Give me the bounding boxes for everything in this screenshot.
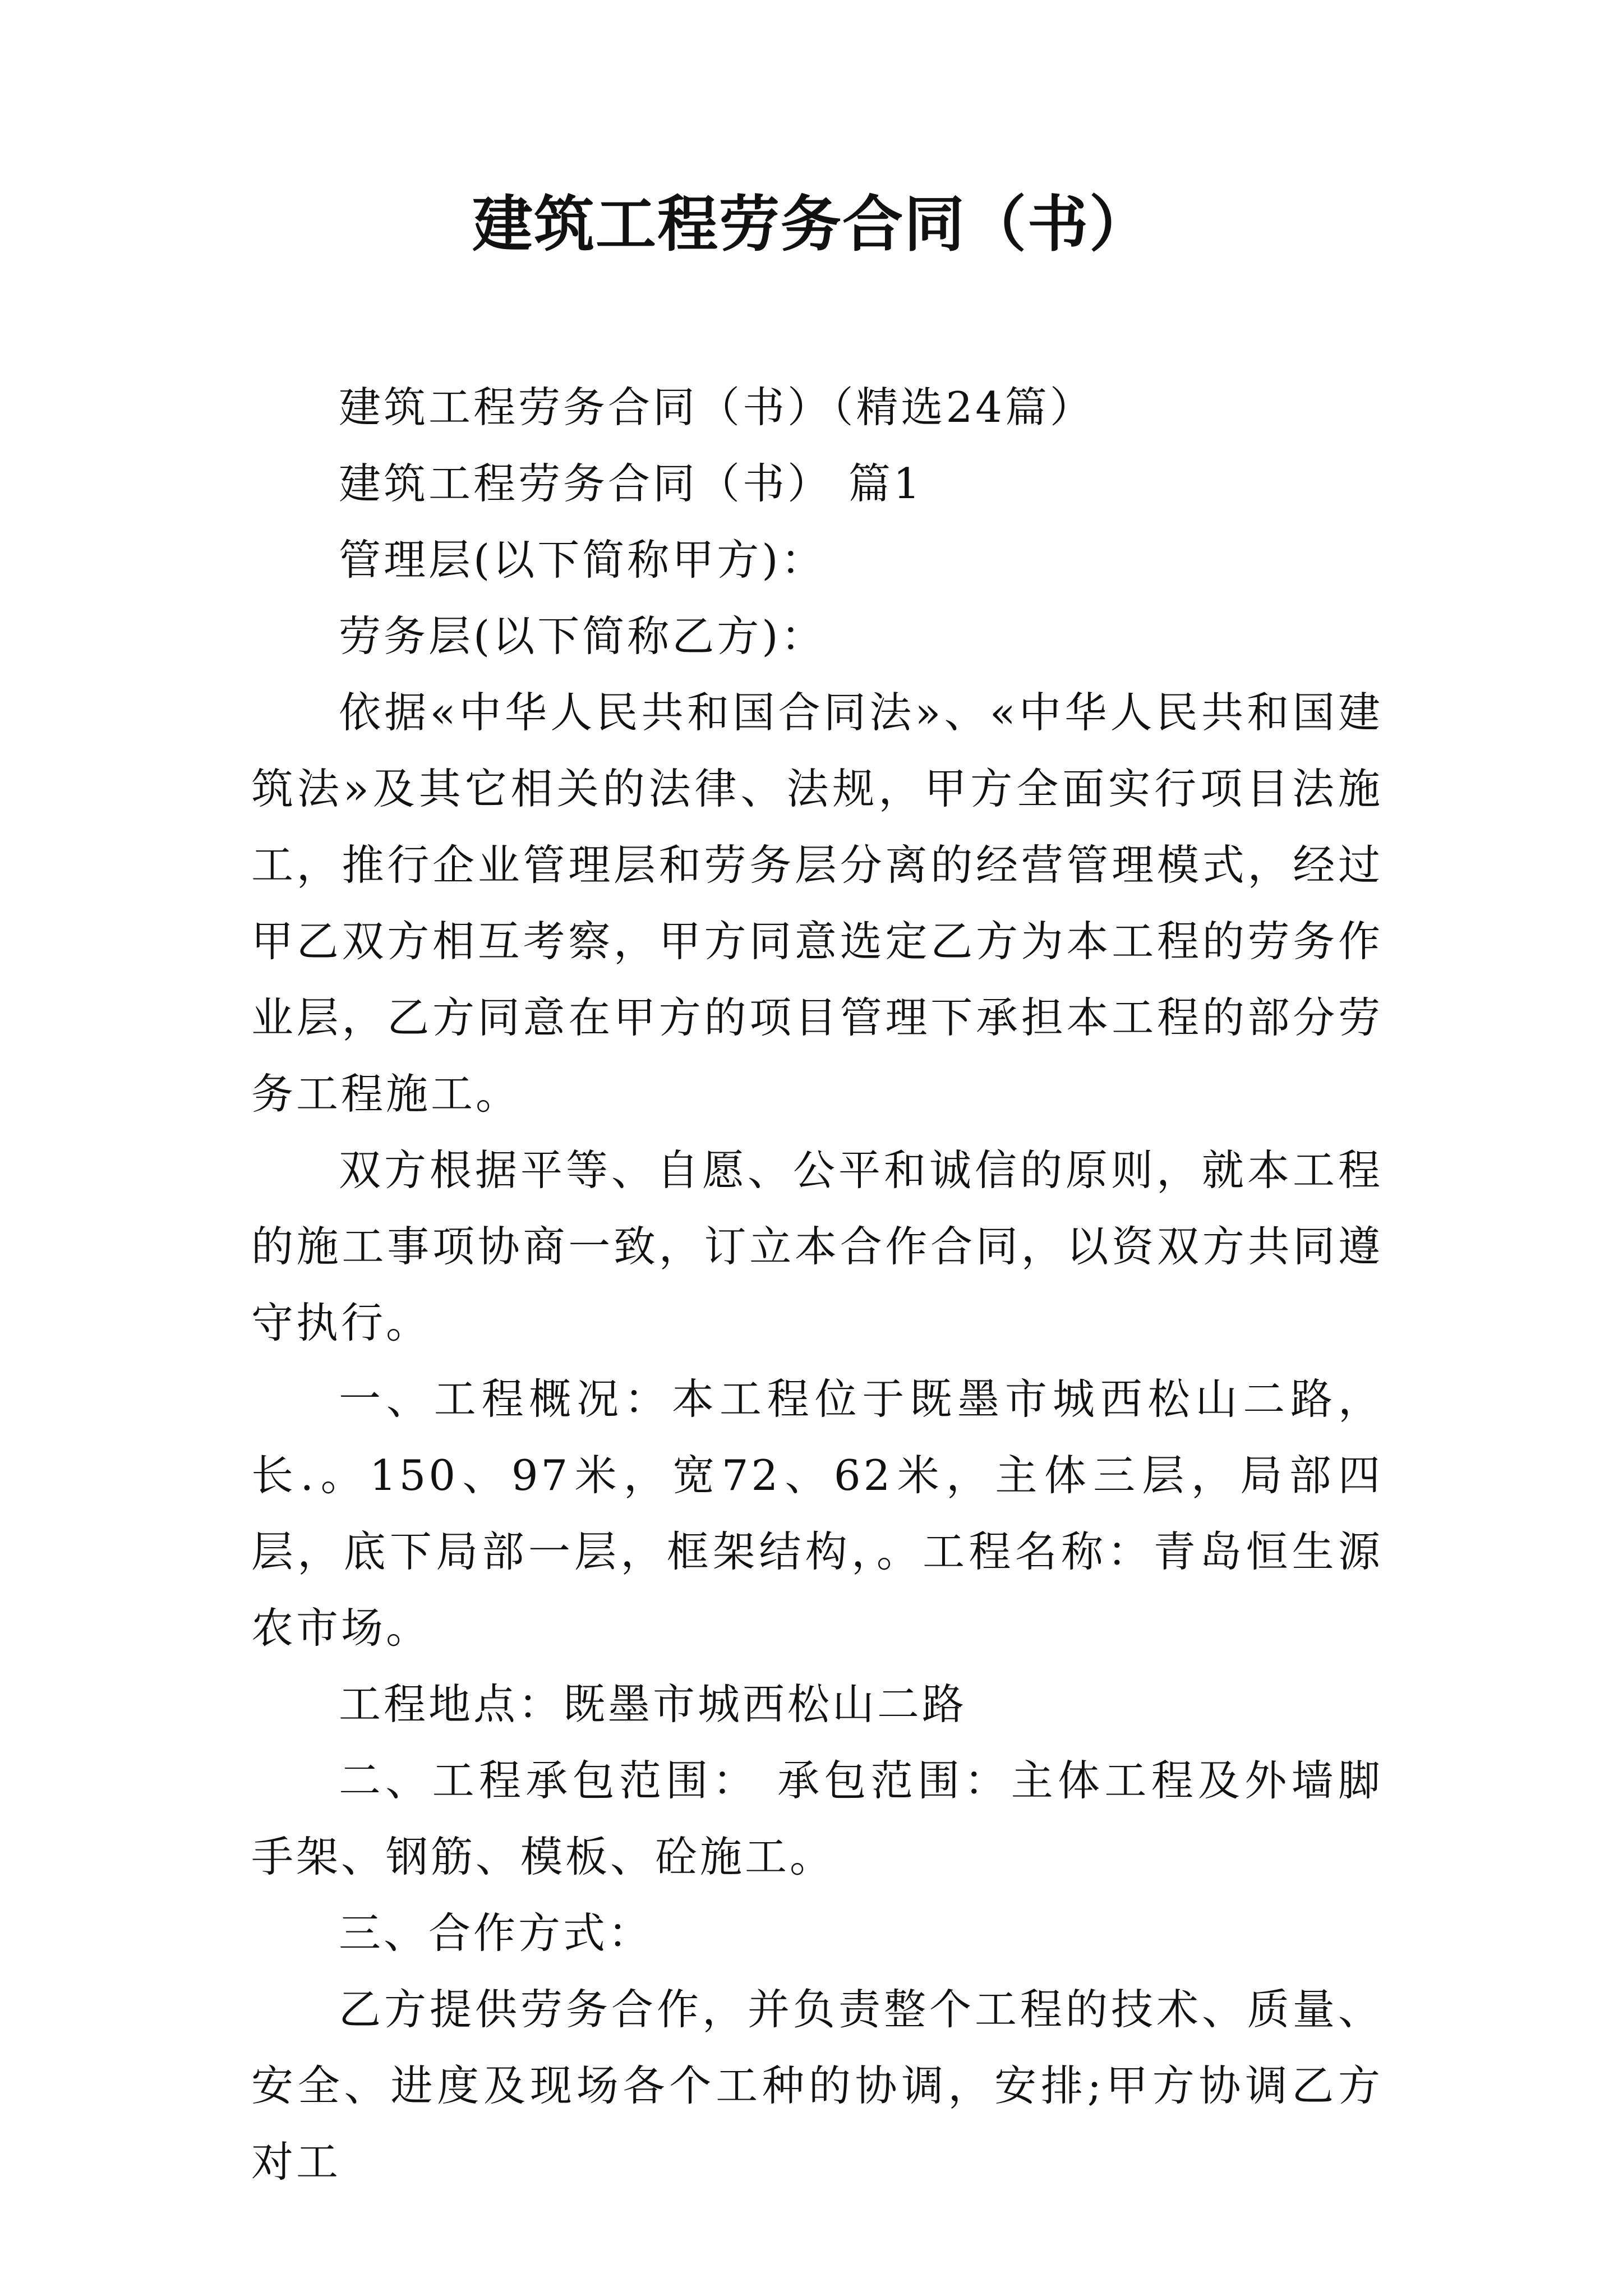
paragraph-cooperation-heading: 三、合作方式：	[339, 1908, 653, 1958]
paragraph-section-heading: 建筑工程劳务合同（书） 篇1	[339, 459, 923, 508]
document-title: 建筑工程劳务合同（书）	[472, 189, 1151, 260]
document-body	[251, 369, 1383, 2200]
paragraph-cooperation-details: 乙方提供劳务合作，并负责整个工程的技术、质量、安全、进度及现场各个工种的协调，安排;甲方协调乙方对工	[251, 1985, 1383, 2187]
paragraph-subtitle: 建筑工程劳务合同（书）（精选24篇）	[339, 383, 1095, 432]
paragraph-principles: 双方根据平等、自愿、公平和诚信的原则，就本工程的施工事项协商一致，订立本合作合同，以资双方共同遵守执行。	[251, 1145, 1383, 1347]
paragraph-project-overview: 一、工程概况：本工程位于既墨市城西松山二路，长.。150、97米，宽72、62米，主体三层，局部四层，底下局部一层，框架结构，。工程名称：青岛恒生源农市场。	[251, 1374, 1383, 1653]
paragraph-party-a: 管理层(以下简称甲方)：	[339, 535, 826, 585]
paragraph-party-b: 劳务层(以下简称乙方)：	[339, 611, 826, 661]
paragraph-legal-basis: 依据«中华人民共和国合同法»、«中华人民共和国建筑法»及其它相关的法律、法规，甲方全面实行项目法施工，推行企业管理层和劳务层分离的经营管理模式，经过甲乙双方相互考察，甲方同意选定乙方为本工程的劳务作业层，乙方同意在甲方的项目管理下承担本工程的部分劳务工程施工。	[251, 688, 1383, 1119]
paragraph-project-location: 工程地点：既墨市城西松山二路	[339, 1680, 967, 1729]
paragraph-contract-scope: 二、工程承包范围： 承包范围：主体工程及外墙脚手架、钢筋、模板、砼施工。	[251, 1756, 1383, 1881]
